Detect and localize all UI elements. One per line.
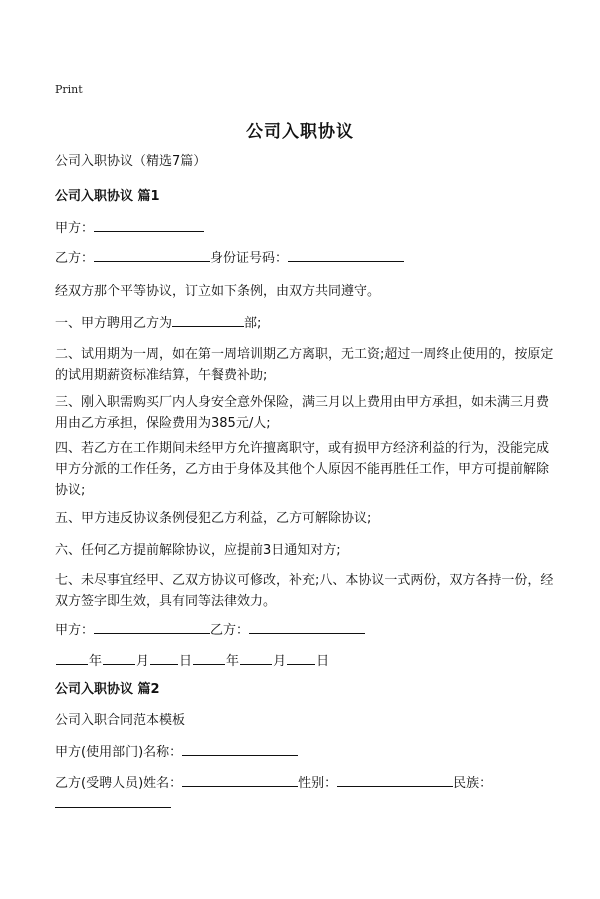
party-a-label: 甲方：: [55, 221, 95, 236]
id-number-blank: [288, 248, 404, 262]
gender-label: 性别：: [298, 776, 338, 791]
document-title: 公司入职协议: [246, 122, 354, 142]
month-2-label: 月: [273, 654, 287, 669]
month-2-blank: [240, 651, 272, 665]
sign-party-b-label: 乙方：: [210, 623, 250, 638]
party-a-line: [55, 218, 560, 239]
department-line: [55, 742, 560, 763]
clause-1-text: 一、甲方聘用乙方为: [55, 316, 173, 331]
ethnicity-blank: [55, 794, 171, 808]
sign-party-a-blank: [94, 620, 210, 634]
ethnicity-label: 民族：: [453, 776, 493, 791]
clause-7: 七、未尽事宜经甲、乙双方协议可修改，补充;八、本协议一式两份，双方各持一份，经双方签字即生效，具有同等法律效力。: [55, 573, 554, 609]
sign-party-b-blank: [249, 620, 365, 634]
gender-blank: [337, 773, 453, 787]
section-2-heading: 公司入职协议 篇2: [55, 682, 160, 697]
party-b-line: [55, 248, 560, 269]
employee-line: [55, 773, 560, 794]
employee-name-blank: [182, 773, 298, 787]
year-label: 年: [89, 654, 103, 669]
date-line: [55, 651, 560, 672]
document-subtitle: 公司入职协议（精选7篇）: [55, 154, 207, 169]
employee-name-label: 乙方(受聘人员)姓名：: [55, 776, 183, 791]
sign-party-a-label: 甲方：: [55, 623, 95, 638]
party-b-label: 乙方：: [55, 251, 95, 266]
clause-6: 六、任何乙方提前解除协议，应提前3日通知对方;: [55, 543, 341, 558]
signature-line: [55, 620, 560, 641]
party-b-blank: [94, 248, 210, 262]
clause-3: 三、刚入职需购买厂内人身安全意外保险，满三月以上费用由甲方承担，如未满三月费用由乙方承担，保险费用为385元/人;: [55, 395, 550, 431]
party-a-blank: [94, 218, 204, 232]
department-label: 甲方(使用部门)名称：: [55, 745, 183, 760]
year-2-label: 年: [226, 654, 240, 669]
clause-4: 四、若乙方在工作期间未经甲方允许擅离职守，或有损甲方经济利益的行为，没能完成甲方分派的工作任务，乙方由于身体及其他个人原因不能再胜任工作，甲方可提前解除协议;: [55, 441, 550, 498]
ethnicity-blank-line: [55, 794, 560, 815]
clause-5: 五、甲方违反协议条例侵犯乙方利益，乙方可解除协议;: [55, 511, 372, 526]
day-blank: [150, 651, 178, 665]
print-label: Print: [55, 83, 83, 96]
department-blank: [182, 742, 298, 756]
day-label: 日: [179, 654, 193, 669]
month-blank: [103, 651, 135, 665]
year-blank: [56, 651, 88, 665]
template-title: 公司入职合同范本模板: [55, 713, 186, 728]
day-2-label: 日: [316, 654, 330, 669]
day-2-blank: [287, 651, 315, 665]
clause-1-suffix: 部;: [244, 316, 262, 331]
section-1-heading: 公司入职协议 篇1: [55, 189, 160, 204]
month-label: 月: [136, 654, 150, 669]
clause-2: 二、试用期为一周，如在第一周培训期乙方离职，无工资;超过一周终止使用的，按原定的试用期薪资标准结算，午餐费补助;: [55, 347, 554, 383]
id-number-label: 身份证号码：: [210, 251, 289, 266]
clause-1-blank: [172, 313, 244, 327]
intro-paragraph: 经双方那个平等协议，订立如下条例，由双方共同遵守。: [55, 284, 381, 299]
year-2-blank: [193, 651, 225, 665]
clause-1: [55, 313, 560, 334]
